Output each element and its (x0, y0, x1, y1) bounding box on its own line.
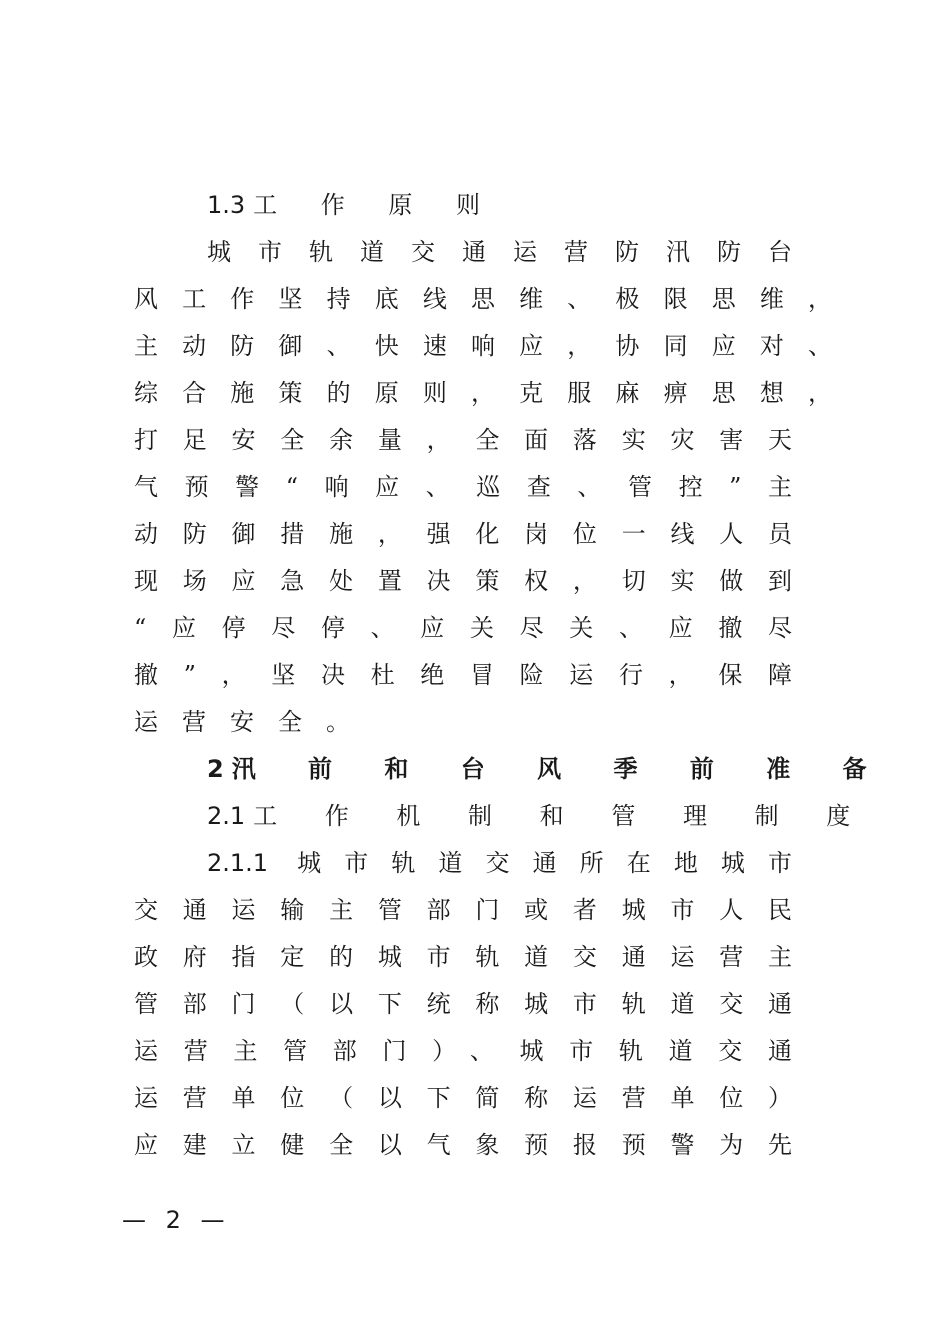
section-title: 汛 前 和 台 风 季 前 准 备 (231, 755, 889, 783)
section-number: 2 (207, 755, 224, 783)
paragraph-line: 运营主管部门）、城市轨道交通 (134, 1037, 794, 1065)
section-number: 2.1 (207, 802, 246, 830)
paragraph-line: 运营单位（以下简称运营单位） (134, 1084, 794, 1112)
paragraph-line: “应停尽停、应关尽关、应撤尽 (134, 614, 794, 642)
paragraph-line: 政府指定的城市轨道交通运营主 (134, 943, 794, 971)
paragraph-line: 主动防御、快速响应，协同应对、 (134, 332, 834, 360)
paragraph-line: 气预警“响应、巡查、管控”主 (134, 473, 794, 501)
section-2-heading (207, 746, 889, 793)
paragraph-line: 城市轨道交通运营防汛防台 (207, 238, 794, 266)
paragraph-line: 应建立健全以气象预报预警为先 (134, 1131, 794, 1159)
paragraph-line: 打足安全余量，全面落实灾害天 (134, 426, 794, 454)
section-title: 工 作 原 则 (253, 191, 499, 219)
paragraph-line: 交通运输主管部门或者城市人民 (134, 896, 794, 924)
section-number: 2.1.1 (207, 849, 269, 877)
section-2-1-1-first-line (207, 840, 794, 887)
section-title: 工 作 机 制 和 管 理 制 度 (253, 802, 871, 830)
section-number: 1.3 (207, 191, 246, 219)
paragraph-line: 城市轨道交通所在地城市 (276, 849, 794, 877)
section-1-3-heading (207, 182, 794, 229)
paragraph-line: 撤”，坚决杜绝冒险运行，保障 (134, 661, 794, 689)
paragraph-line: 综合施策的原则，克服麻痹思想， (134, 379, 834, 407)
page-number: — 2 — (122, 1206, 231, 1234)
section-2-1-heading (207, 793, 871, 840)
paragraph-line: 运营安全。 (134, 708, 374, 736)
paragraph-line: 动防御措施，强化岗位一线人员 (134, 520, 794, 548)
paragraph-line: 管部门（以下统称城市轨道交通 (134, 990, 794, 1018)
paragraph-line: 现场应急处置决策权，切实做到 (134, 567, 794, 595)
paragraph-line: 风工作坚持底线思维、极限思维， (134, 285, 834, 313)
